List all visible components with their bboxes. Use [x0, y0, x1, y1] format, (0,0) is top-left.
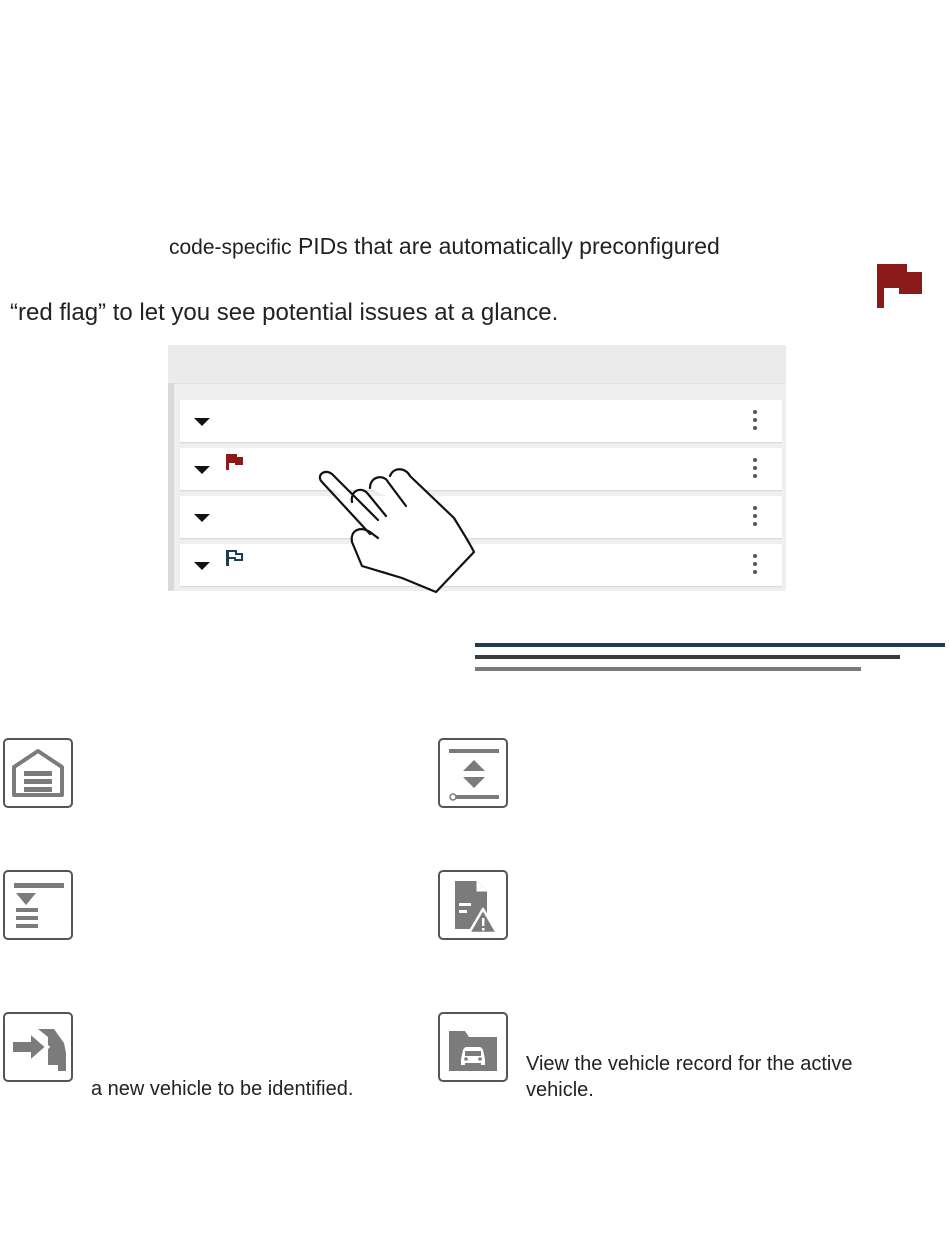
codes-report-button[interactable]	[438, 870, 508, 940]
code-specific-text: code-specific	[169, 236, 292, 259]
more-options-icon[interactable]	[753, 554, 758, 578]
section-rule-navy	[475, 643, 945, 647]
vehicle-folder-icon	[443, 1017, 503, 1077]
exit-vehicle-icon	[8, 1017, 68, 1077]
intro-text-line-1	[169, 233, 720, 260]
more-options-icon[interactable]	[753, 506, 758, 530]
chevron-down-icon[interactable]	[194, 514, 210, 522]
chevron-down-icon[interactable]	[194, 418, 210, 426]
more-options-icon[interactable]	[753, 410, 758, 434]
hand-pointer-icon	[300, 460, 490, 605]
exit-vehicle-button[interactable]	[3, 1012, 73, 1082]
more-options-icon[interactable]	[753, 458, 758, 482]
chevron-down-icon[interactable]	[194, 466, 210, 474]
vehicle-record-description-line-2: vehicle.	[526, 1079, 594, 1101]
red-flag-icon	[226, 454, 244, 475]
vehicle-record-description-line-1: View the vehicle record for the active	[526, 1053, 853, 1075]
panel-scroll-edge	[168, 383, 174, 591]
intro-text-line-2: “red flag” to let you see potential issues at a glance.	[10, 299, 559, 326]
sort-filter-icon	[8, 875, 68, 935]
red-flag-icon	[877, 264, 923, 313]
panel-header	[168, 345, 786, 384]
section-rule-dark	[475, 655, 900, 659]
expand-collapse-button[interactable]	[438, 738, 508, 808]
section-rule-gray	[475, 667, 861, 671]
pids-text: PIDs that are automatically preconfigured	[291, 233, 720, 259]
vehicle-record-button[interactable]	[438, 1012, 508, 1082]
exit-vehicle-description: a new vehicle to be identified.	[91, 1078, 354, 1100]
pid-row[interactable]	[180, 400, 782, 442]
sort-filter-button[interactable]	[3, 870, 73, 940]
chevron-down-icon[interactable]	[194, 562, 210, 570]
expand-collapse-icon	[443, 743, 503, 803]
report-warning-icon	[443, 875, 503, 935]
garage-icon	[8, 743, 68, 803]
vehicle-record-description	[526, 1051, 852, 1103]
outline-flag-icon[interactable]	[226, 550, 244, 571]
garage-button[interactable]	[3, 738, 73, 808]
